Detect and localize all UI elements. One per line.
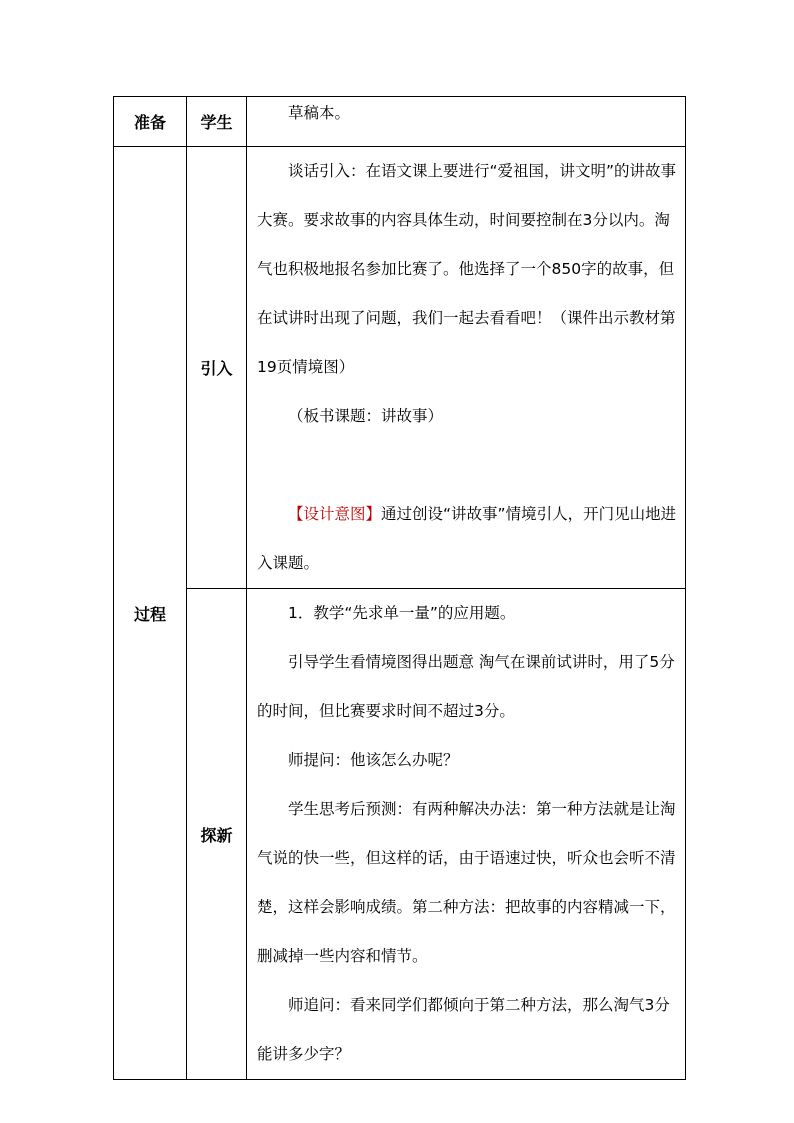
lesson-plan-table xyxy=(113,96,686,1080)
design-intent-text: 通过创设“讲故事”情境引人，开门见山地进入课题。 xyxy=(257,505,677,572)
design-intent-paragraph xyxy=(257,490,679,588)
intro-content xyxy=(247,147,686,589)
explore-paragraph: 1．教学“先求单一量”的应用题。 xyxy=(288,604,516,622)
process-label: 过程 xyxy=(114,147,187,1080)
intro-label: 引入 xyxy=(187,147,247,589)
explore-paragraph: 学生思考后预测：有两种解决办法：第一种方法就是让淘气说的快一些，但这样的话，由于语速过快，听众也会听不清楚，这样会影响成绩。第二种方法：把故事的内容精减一下，删减掉一些内容和情节。 xyxy=(257,800,676,965)
prep-text: 草稿本。 xyxy=(288,104,351,122)
explore-label: 探新 xyxy=(187,589,247,1080)
intro-paragraph: 谈话引入：在语文课上要进行“爱祖国，讲文明”的讲故事大赛。要求故事的内容具体生动，时间要控制在3分以内。淘气也积极地报名参加比赛了。他选择了一个850字的故事，但在试讲时出现了问题，我们一起去看看吧！（课件出示教材第19页情境图） xyxy=(257,162,677,376)
explore-paragraph: 引导学生看情境图得出题意 淘气在课前试讲时，用了5分的时间，但比赛要求时间不超过3分。 xyxy=(257,653,675,720)
spacer xyxy=(257,441,679,490)
row-explore xyxy=(114,589,686,1080)
explore-paragraph: 师追问：看来同学们都倾向于第二种方法，那么淘气3分能讲多少字？ xyxy=(257,996,670,1063)
design-intent-tag: 【设计意图】 xyxy=(288,505,382,523)
row-preparation xyxy=(114,97,686,147)
explore-content xyxy=(247,589,686,1080)
intro-paragraph: （板书课题：讲故事） xyxy=(288,407,444,425)
prep-content xyxy=(247,97,686,147)
row-intro xyxy=(114,147,686,589)
prep-label: 准备 xyxy=(114,97,187,147)
explore-paragraph: 师提问：他该怎么办呢？ xyxy=(288,751,459,769)
student-label: 学生 xyxy=(187,97,247,147)
